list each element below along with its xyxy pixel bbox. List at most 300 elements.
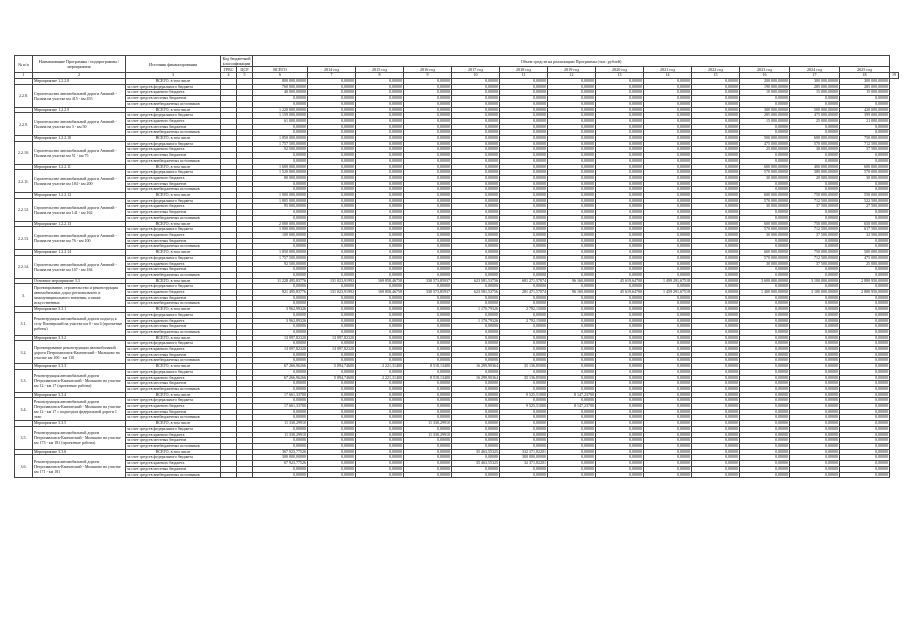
value-cell: 0,00000 <box>840 96 890 102</box>
value-cell: 0,00000 <box>548 358 596 364</box>
value-cell: 0,00000 <box>308 170 356 176</box>
value-cell: 0,00000 <box>452 193 500 199</box>
value-cell: 0,00000 <box>404 141 452 147</box>
column-number: 5 <box>237 73 253 79</box>
value-cell: 0,00000 <box>740 341 790 347</box>
value-cell: 0,00000 <box>452 466 500 472</box>
value-cell: 0,00000 <box>548 136 596 142</box>
value-cell: 0,00000 <box>596 386 644 392</box>
value-cell: 0,00000 <box>452 153 500 159</box>
value-cell: 0,00000 <box>596 415 644 421</box>
value-cell: 0,00000 <box>790 392 840 398</box>
value-cell: 0,00000 <box>692 107 740 113</box>
value-cell: 0,00000 <box>596 272 644 278</box>
value-cell: 0,00000 <box>840 392 890 398</box>
value-cell: 0,00000 <box>548 272 596 278</box>
value-cell: 0,00000 <box>840 318 890 324</box>
value-cell: 0,00000 <box>356 318 404 324</box>
value-cell: 0,00000 <box>356 107 404 113</box>
value-cell: 0,00000 <box>548 444 596 450</box>
value-cell: 0,00000 <box>596 295 644 301</box>
column-number: 14 <box>644 73 692 79</box>
value-cell: 0,00000 <box>308 198 356 204</box>
value-cell: 0,00000 <box>596 466 644 472</box>
value-cell: 0,00000 <box>500 118 548 124</box>
source-label: ВСЕГО, в том числе <box>126 307 221 313</box>
value-cell: 0,00000 <box>452 352 500 358</box>
row-number: 2.2.12. <box>15 198 33 221</box>
value-cell: 0,00000 <box>692 284 740 290</box>
value-cell: 550 000,00000 <box>840 193 890 199</box>
value-cell: 0,00000 <box>500 415 548 421</box>
value-cell: 0,00000 <box>356 175 404 181</box>
value-cell: 0,00000 <box>404 386 452 392</box>
value-cell: 0,00000 <box>692 329 740 335</box>
value-cell: 0,00000 <box>840 210 890 216</box>
value-cell: 0,00000 <box>596 329 644 335</box>
value-cell: 0,00000 <box>452 409 500 415</box>
value-cell: 0,00000 <box>452 404 500 410</box>
value-cell: 0,00000 <box>790 96 840 102</box>
value-cell: 0,00000 <box>356 284 404 290</box>
value-cell: 0,00000 <box>596 227 644 233</box>
value-cell: 0,00000 <box>500 329 548 335</box>
value-cell: 0,00000 <box>404 90 452 96</box>
source-label: за счет средств федерального бюджета <box>126 255 221 261</box>
value-cell: 0,00000 <box>548 421 596 427</box>
value-cell: 0,00000 <box>644 472 692 478</box>
value-cell: 37 500,00000 <box>790 232 840 238</box>
source-label: за счет средств краевого бюджета <box>126 347 221 353</box>
value-cell: 0,00000 <box>840 381 890 387</box>
value-cell: 95 000,00000 <box>253 204 308 210</box>
value-cell: 0,00000 <box>548 153 596 159</box>
source-label: ВСЕГО, в том числе <box>126 164 221 170</box>
value-cell: 0,00000 <box>790 461 840 467</box>
header-year: 2023 год <box>740 67 790 73</box>
value-cell: 0,00000 <box>404 210 452 216</box>
value-cell: 0,00000 <box>692 358 740 364</box>
value-cell: 0,00000 <box>692 341 740 347</box>
value-cell: 0,00000 <box>404 392 452 398</box>
value-cell: 0,00000 <box>840 187 890 193</box>
value-cell: 475 000,00000 <box>790 113 840 119</box>
source-label: за счет средств краевого бюджета <box>126 147 221 153</box>
source-label: за счет средств федерального бюджета <box>126 170 221 176</box>
value-cell: 8 518,13400 <box>404 364 452 370</box>
value-cell: 0,00000 <box>500 255 548 261</box>
value-cell: 0,00000 <box>356 449 404 455</box>
value-cell: 9 525,51000 <box>500 392 548 398</box>
value-cell: 0,00000 <box>253 301 308 307</box>
value-cell: 2 221,31400 <box>356 375 404 381</box>
value-cell: 0,00000 <box>548 449 596 455</box>
value-cell: 0,00000 <box>596 404 644 410</box>
value-cell: 0,00000 <box>404 187 452 193</box>
value-cell: 0,00000 <box>404 158 452 164</box>
value-cell: 0,00000 <box>308 175 356 181</box>
value-cell: 0,00000 <box>790 267 840 273</box>
source-label: за счет средств краевого бюджета <box>126 318 221 324</box>
value-cell: 0,00000 <box>308 381 356 387</box>
value-cell: 0,00000 <box>790 415 840 421</box>
source-label: за счет средств краевого бюджета <box>126 290 221 296</box>
source-label: за счет средств внебюджетных источников <box>126 358 221 364</box>
value-cell: 0,00000 <box>644 232 692 238</box>
value-cell: 0,00000 <box>356 84 404 90</box>
value-cell: 0,00000 <box>356 170 404 176</box>
value-cell: 0,00000 <box>840 215 890 221</box>
value-cell: 0,00000 <box>740 444 790 450</box>
value-cell: 0,00000 <box>356 181 404 187</box>
value-cell: 0,00000 <box>692 301 740 307</box>
value-cell: 0,00000 <box>452 386 500 392</box>
value-cell: 0,00000 <box>500 141 548 147</box>
value-cell: 0,00000 <box>253 409 308 415</box>
value-cell: 0,00000 <box>356 238 404 244</box>
value-cell: 0,00000 <box>548 227 596 233</box>
value-cell: 0,00000 <box>840 461 890 467</box>
value-cell: 0,00000 <box>356 461 404 467</box>
measure-description: Проектирование, строительство и реконструкция автомобильных дорог регионального и межмуниципального значения, а также искусственных <box>33 284 126 307</box>
value-cell: 0,00000 <box>740 352 790 358</box>
value-cell: 0,00000 <box>644 329 692 335</box>
header-year: 2017 год <box>452 67 500 73</box>
value-cell: 0,00000 <box>790 386 840 392</box>
value-cell: 0,00000 <box>404 118 452 124</box>
value-cell: 0,00000 <box>692 335 740 341</box>
value-cell: 0,00000 <box>253 158 308 164</box>
value-cell: 0,00000 <box>452 164 500 170</box>
value-cell: 600 000,00000 <box>840 164 890 170</box>
value-cell: 1 459 291,67518 <box>644 290 692 296</box>
value-cell: 0,00000 <box>500 113 548 119</box>
value-cell: 0,00000 <box>644 444 692 450</box>
value-cell: 3 100 000,00000 <box>790 278 840 284</box>
value-cell: 0,00000 <box>253 358 308 364</box>
value-cell: 0,00000 <box>692 84 740 90</box>
value-cell: 0,00000 <box>644 141 692 147</box>
value-cell: 0,00000 <box>840 426 890 432</box>
value-cell: 0,00000 <box>548 238 596 244</box>
measure-title: Мероприятие 3.3.5 <box>33 421 126 427</box>
source-label: за счет средств федерального бюджета <box>126 84 221 90</box>
value-cell: 0,00000 <box>404 358 452 364</box>
value-cell: 0,00000 <box>790 329 840 335</box>
value-cell: 0,00000 <box>308 130 356 136</box>
value-cell: 0,00000 <box>644 181 692 187</box>
value-cell: 0,00000 <box>692 175 740 181</box>
value-cell: 0,00000 <box>452 210 500 216</box>
value-cell: 11 330,29910 <box>404 421 452 427</box>
value-cell: 35 463,55325 <box>452 449 500 455</box>
value-cell: 0,00000 <box>596 426 644 432</box>
value-cell: 600 000,00000 <box>740 221 790 227</box>
value-cell: 0,00000 <box>790 369 840 375</box>
value-cell: 0,00000 <box>596 124 644 130</box>
value-cell: 0,00000 <box>500 301 548 307</box>
value-cell: 0,00000 <box>740 421 790 427</box>
value-cell: 15 000,00000 <box>790 90 840 96</box>
value-cell: 30 000,00000 <box>790 147 840 153</box>
value-cell: 0,00000 <box>840 324 890 330</box>
value-cell: 0,00000 <box>253 426 308 432</box>
value-cell: 712 500,00000 <box>790 255 840 261</box>
source-label: ВСЕГО, в том числе <box>126 364 221 370</box>
value-cell: 0,00000 <box>548 79 596 85</box>
value-cell: 0,00000 <box>356 352 404 358</box>
value-cell: 0,00000 <box>644 170 692 176</box>
value-cell: 0,00000 <box>840 238 890 244</box>
value-cell: 0,00000 <box>452 335 500 341</box>
value-cell: 0,00000 <box>644 341 692 347</box>
header-year: 2015 год <box>356 67 404 73</box>
value-cell: 0,00000 <box>452 329 500 335</box>
value-cell: 1 220 000,00000 <box>253 107 308 113</box>
value-cell: 0,00000 <box>404 335 452 341</box>
value-cell: 1 499 291,67518 <box>644 278 692 284</box>
value-cell: 0,00000 <box>356 221 404 227</box>
value-cell: 2 792,15000 <box>500 307 548 313</box>
value-cell: 0,00000 <box>644 369 692 375</box>
value-cell: 0,00000 <box>692 352 740 358</box>
value-cell: 0,00000 <box>740 101 790 107</box>
value-cell: 0,00000 <box>308 79 356 85</box>
value-cell: 11 228 495,83776 <box>253 278 308 284</box>
value-cell: 0,00000 <box>596 421 644 427</box>
value-cell: 750 000,00000 <box>790 221 840 227</box>
value-cell: 0,00000 <box>692 312 740 318</box>
value-cell: 0,00000 <box>840 124 890 130</box>
value-cell: 0,00000 <box>253 244 308 250</box>
value-cell: 0,00000 <box>740 449 790 455</box>
value-cell: 0,00000 <box>356 466 404 472</box>
value-cell: 0,00000 <box>692 364 740 370</box>
value-cell: 0,00000 <box>308 358 356 364</box>
value-cell: 0,00000 <box>548 255 596 261</box>
value-cell: 0,00000 <box>790 364 840 370</box>
value-cell: 0,00000 <box>644 255 692 261</box>
value-cell: 750 000,00000 <box>840 136 890 142</box>
measure-title: Мероприятие 3.3.1 <box>33 307 126 313</box>
value-cell: 10 000,00000 <box>740 90 790 96</box>
row-number: 3.3. <box>15 369 33 392</box>
measure-description: Строительство автомобильной дороги Анавгай - Палана на участке км 167 - км 184 <box>33 255 126 278</box>
value-cell: 0,00000 <box>840 272 890 278</box>
value-cell: 0,00000 <box>500 193 548 199</box>
value-cell: 0,00000 <box>790 341 840 347</box>
value-cell: 0,00000 <box>500 335 548 341</box>
value-cell: 0,00000 <box>644 307 692 313</box>
source-label: за счет средств местных бюджетов <box>126 238 221 244</box>
value-cell: 0,00000 <box>692 153 740 159</box>
value-cell: 0,00000 <box>308 386 356 392</box>
source-label: за счет средств внебюджетных источников <box>126 444 221 450</box>
value-cell: 0,00000 <box>790 335 840 341</box>
value-cell: 0,00000 <box>404 347 452 353</box>
value-cell: 0,00000 <box>452 455 500 461</box>
value-cell: 0,00000 <box>500 175 548 181</box>
value-cell: 0,00000 <box>356 341 404 347</box>
value-cell: 0,00000 <box>548 335 596 341</box>
source-label: ВСЕГО, в том числе <box>126 79 221 85</box>
value-cell: 0,00000 <box>308 341 356 347</box>
value-cell: 0,00000 <box>840 364 890 370</box>
header-year: 2020 год <box>596 67 644 73</box>
source-label: ВСЕГО, в том числе <box>126 193 221 199</box>
value-cell: 0,00000 <box>644 198 692 204</box>
value-cell: 0,00000 <box>253 272 308 278</box>
value-cell: 0,00000 <box>790 324 840 330</box>
value-cell: 15 000,00000 <box>840 90 890 96</box>
value-cell: 0,00000 <box>692 347 740 353</box>
header-code: Код бюджетной классификации <box>222 56 251 66</box>
value-cell: 0,00000 <box>308 421 356 427</box>
value-cell: 0,00000 <box>452 96 500 102</box>
value-cell: 0,00000 <box>308 438 356 444</box>
value-cell: 0,00000 <box>644 409 692 415</box>
value-cell: 0,00000 <box>500 244 548 250</box>
value-cell: 25 000,00000 <box>840 261 890 267</box>
source-label: за счет средств местных бюджетов <box>126 124 221 130</box>
measure-title: Мероприятие 1.2.2.8 <box>33 79 126 85</box>
value-cell: 0,00000 <box>692 324 740 330</box>
value-cell: 0,00000 <box>644 421 692 427</box>
measure-title: Мероприятие 1.2.2.11 <box>33 164 126 170</box>
value-cell: 0,00000 <box>596 369 644 375</box>
source-label: за счет средств федерального бюджета <box>126 141 221 147</box>
value-cell: 35 136,85000 <box>500 375 548 381</box>
value-cell: 0,00000 <box>404 404 452 410</box>
value-cell: 0,00000 <box>548 324 596 330</box>
value-cell: 0,00000 <box>308 244 356 250</box>
value-cell: 0,00000 <box>644 113 692 119</box>
value-cell: 0,00000 <box>790 238 840 244</box>
value-cell: 0,00000 <box>356 153 404 159</box>
value-cell: 570 000,00000 <box>740 227 790 233</box>
value-cell: 0,00000 <box>452 175 500 181</box>
row-number: 3.2. <box>15 341 33 364</box>
value-cell: 570 000,00000 <box>740 198 790 204</box>
value-cell: 0,00000 <box>692 164 740 170</box>
value-cell: 0,00000 <box>404 238 452 244</box>
value-cell: 0,00000 <box>548 187 596 193</box>
value-cell: 0,00000 <box>356 90 404 96</box>
header-total: ВСЕГО <box>253 67 308 73</box>
value-cell: 0,00000 <box>596 96 644 102</box>
value-cell: 45 619,64700 <box>596 290 644 296</box>
source-label: за счет средств краевого бюджета <box>126 232 221 238</box>
value-cell: 0,00000 <box>840 472 890 478</box>
value-cell: 0,00000 <box>548 301 596 307</box>
value-cell: 1 757 500,00000 <box>253 141 308 147</box>
value-cell: 30 000,00000 <box>740 232 790 238</box>
header-year: 2022 год <box>692 67 740 73</box>
value-cell: 0,00000 <box>644 267 692 273</box>
value-cell: 0,00000 <box>548 164 596 170</box>
value-cell: 0,00000 <box>500 324 548 330</box>
value-cell: 0,00000 <box>500 250 548 256</box>
value-cell: 0,00000 <box>644 204 692 210</box>
value-cell: 0,00000 <box>308 329 356 335</box>
measure-title: Мероприятие 1.2.2.14 <box>33 250 126 256</box>
value-cell: 0,00000 <box>253 444 308 450</box>
value-cell: 0,00000 <box>840 466 890 472</box>
value-cell: 0,00000 <box>840 455 890 461</box>
value-cell: 0,00000 <box>452 107 500 113</box>
value-cell: 0,00000 <box>452 284 500 290</box>
value-cell: 0,00000 <box>404 324 452 330</box>
value-cell: 0,00000 <box>740 347 790 353</box>
value-cell: 0,00000 <box>253 472 308 478</box>
source-label: за счет средств внебюджетных источников <box>126 272 221 278</box>
value-cell: 0,00000 <box>644 90 692 96</box>
value-cell: 0,00000 <box>692 158 740 164</box>
value-cell: 0,00000 <box>644 284 692 290</box>
value-cell: 0,00000 <box>596 175 644 181</box>
value-cell: 0,00000 <box>308 352 356 358</box>
value-cell: 0,00000 <box>452 398 500 404</box>
value-cell: 0,00000 <box>644 101 692 107</box>
code-cell <box>221 472 237 478</box>
value-cell: 0,00000 <box>548 364 596 370</box>
value-cell: 0,00000 <box>548 232 596 238</box>
value-cell: 0,00000 <box>840 341 890 347</box>
value-cell: 0,00000 <box>644 335 692 341</box>
value-cell: 0,00000 <box>790 381 840 387</box>
value-cell: 0,00000 <box>644 210 692 216</box>
value-cell: 0,00000 <box>404 272 452 278</box>
value-cell: 0,00000 <box>644 158 692 164</box>
value-cell: 0,00000 <box>308 267 356 273</box>
value-cell: 0,00000 <box>790 455 840 461</box>
value-cell: 0,00000 <box>308 153 356 159</box>
value-cell: 0,00000 <box>253 329 308 335</box>
value-cell: 0,00000 <box>308 261 356 267</box>
measure-title: Мероприятие 1.2.2.12 <box>33 193 126 199</box>
value-cell: 712 500,00000 <box>790 227 840 233</box>
value-cell: 0,00000 <box>548 381 596 387</box>
source-label: ВСЕГО, в том числе <box>126 221 221 227</box>
value-cell: 0,00000 <box>740 295 790 301</box>
column-number: 10 <box>452 73 500 79</box>
value-cell: 0,00000 <box>840 432 890 438</box>
value-cell: 0,00000 <box>790 130 840 136</box>
value-cell: 11 330,29910 <box>253 421 308 427</box>
value-cell: 0,00000 <box>500 381 548 387</box>
value-cell: 0,00000 <box>253 153 308 159</box>
value-cell: 0,00000 <box>740 244 790 250</box>
value-cell: 0,00000 <box>840 295 890 301</box>
value-cell: 0,00000 <box>596 232 644 238</box>
source-label: за счет средств внебюджетных источников <box>126 386 221 392</box>
source-label: за счет средств внебюджетных источников <box>126 215 221 221</box>
value-cell: 0,00000 <box>253 215 308 221</box>
value-cell: 0,00000 <box>356 426 404 432</box>
value-cell: 169 858,46758 <box>356 278 404 284</box>
value-cell: 0,00000 <box>740 358 790 364</box>
value-cell: 0,00000 <box>840 352 890 358</box>
value-cell: 0,00000 <box>740 392 790 398</box>
value-cell: 0,00000 <box>644 386 692 392</box>
value-cell: 1 159 000,00000 <box>253 113 308 119</box>
value-cell: 0,00000 <box>740 455 790 461</box>
value-cell: 0,00000 <box>740 335 790 341</box>
column-number: 18 <box>840 73 890 79</box>
value-cell: 100 000,00000 <box>253 232 308 238</box>
value-cell: 0,00000 <box>790 215 840 221</box>
value-cell: 0,00000 <box>308 215 356 221</box>
